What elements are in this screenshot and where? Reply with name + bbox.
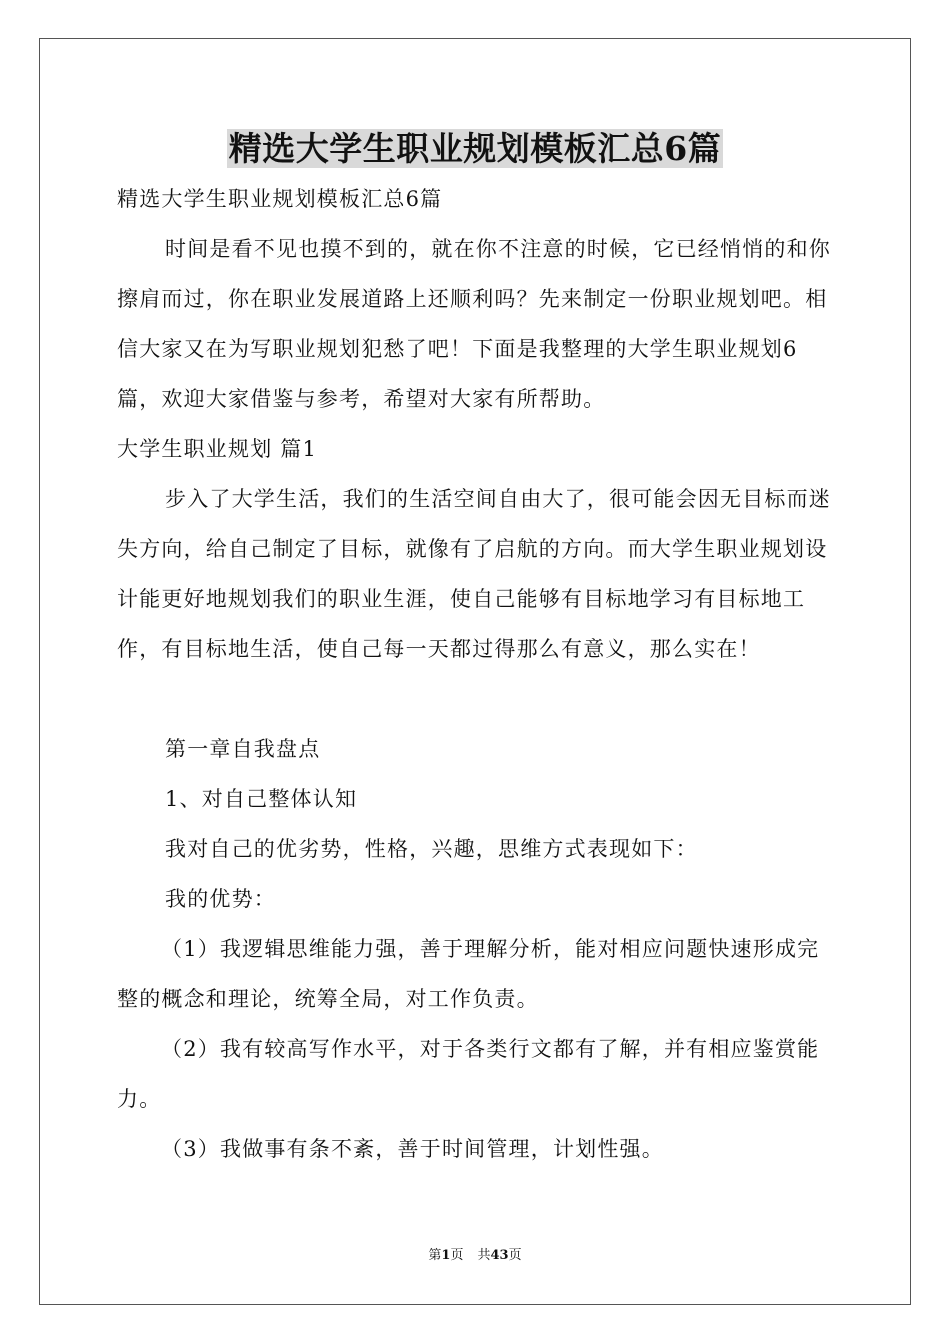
strengths-label: 我的优势：: [165, 887, 276, 911]
footer-page-prefix: 第: [428, 1248, 442, 1263]
document-subtitle: 精选大学生职业规划模板汇总6篇: [117, 187, 443, 211]
section-paragraph: 步入了大学生活，我们的生活空间自由大了，很可能会因无目标而迷失方向，给自己制定了目标，就像有了启航的方向。而大学生职业规划设计能更好地规划我们的职业生涯，使自己能够有目标地学习有目标地工作，有目标地生活，使自己每一天都过得那么有意义，那么实在！: [117, 487, 831, 661]
page-footer: [0, 1247, 950, 1265]
document-title: [0, 126, 950, 172]
strength-item-2: （2）我有较高写作水平，对于各类行文都有了解，并有相应鉴赏能力。: [117, 1037, 820, 1111]
footer-total-prefix: 共: [477, 1248, 491, 1263]
footer-total-pages: 43: [490, 1248, 509, 1263]
footer-total-suffix: 页: [508, 1248, 522, 1263]
strength-item-3: （3）我做事有条不紊，善于时间管理，计划性强。: [161, 1137, 664, 1161]
document-title-text: 精选大学生职业规划模板汇总6篇: [228, 129, 722, 168]
chapter-heading: 第一章自我盘点: [165, 737, 321, 761]
item-heading: 1、对自己整体认知: [165, 787, 358, 811]
intro-paragraph: 时间是看不见也摸不到的，就在你不注意的时候，它已经悄悄的和你擦肩而过，你在职业发展道路上还顺利吗？先来制定一份职业规划吧。相信大家又在为写职业规划犯愁了吧！下面是我整理的大学生职业规划6篇，欢迎大家借鉴与参考，希望对大家有所帮助。: [117, 237, 831, 411]
section-heading: 大学生职业规划 篇1: [117, 437, 318, 461]
footer-page-suffix: 页: [450, 1248, 464, 1263]
self-evaluation-text: 我对自己的优劣势，性格，兴趣，思维方式表现如下：: [165, 837, 698, 861]
footer-page-number: 1: [441, 1248, 451, 1263]
strength-item-1: （1）我逻辑思维能力强，善于理解分析，能对相应问题快速形成完整的概念和理论，统筹全局，对工作负责。: [117, 937, 820, 1011]
